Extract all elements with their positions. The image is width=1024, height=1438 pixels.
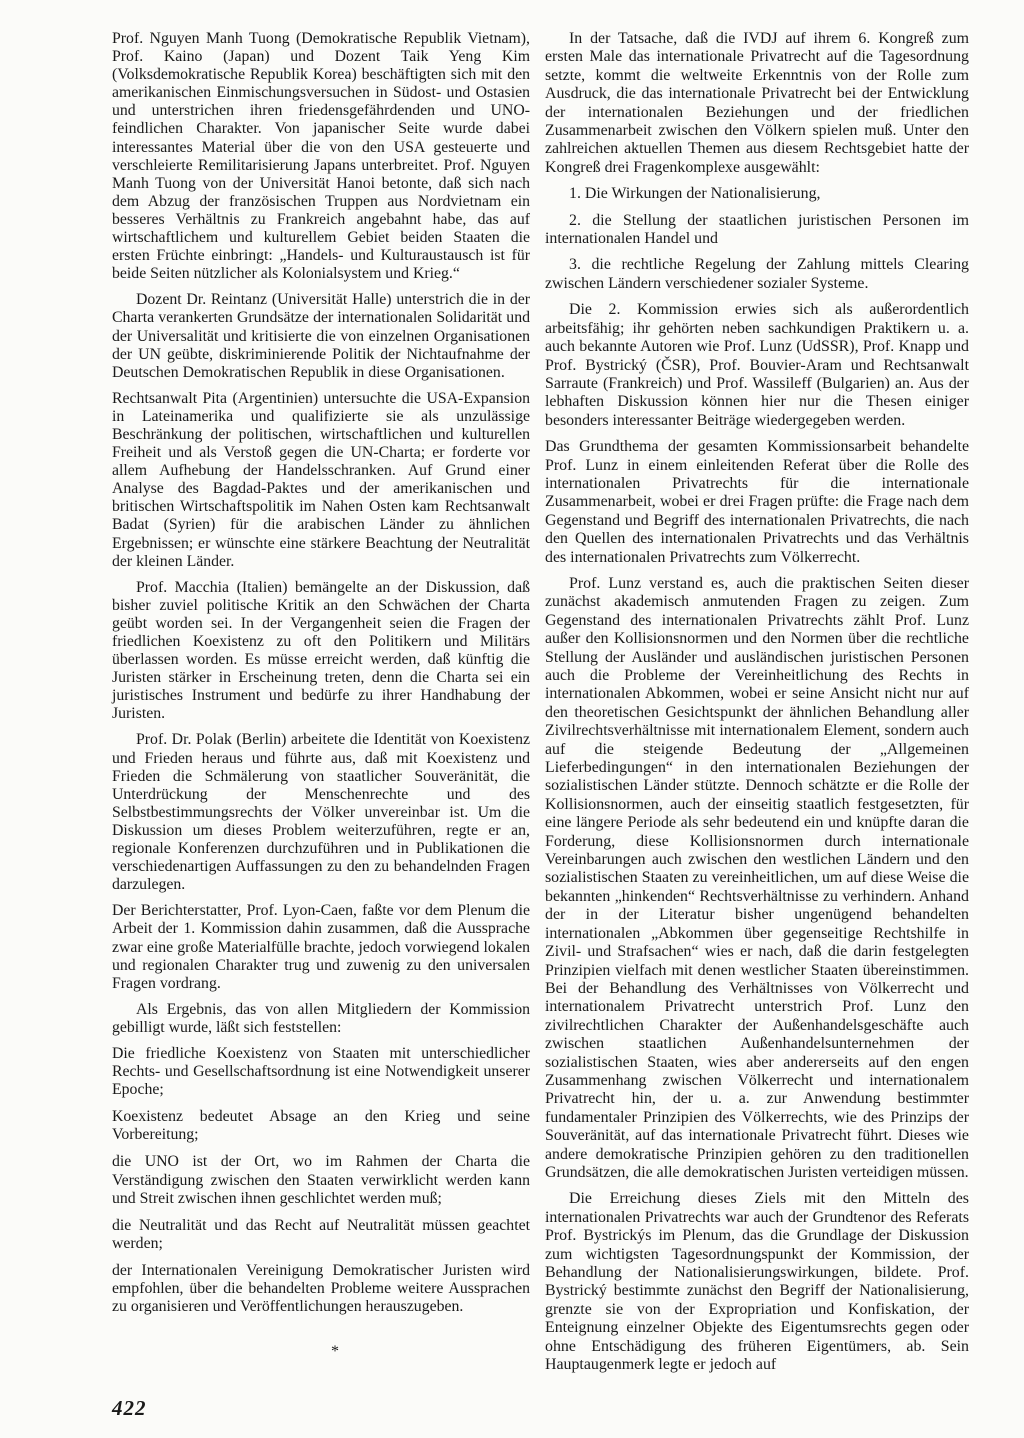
right-column (545, 30, 969, 1382)
resolution-item: Koexistenz bedeutet Absage an den Krieg und seine Vorbereitung; (112, 1108, 530, 1144)
page-number: 422 (112, 1396, 147, 1420)
paragraph: Prof. Dr. Polak (Berlin) arbeitete die Identität von Koexistenz und Frieden heraus und führte aus, daß mit Koexistenz und Frieden die Schmälerung von staatlicher Souveränität, die Unterdrückung der Menschenrechte und des Selbstbestimmungsrechts der Völker unvereinbar ist. Um die Diskussion um dieses Problem weiterzuführen, regte er an, regionale Konferenzen durchzuführen und in Publikationen die verschiedenartigen Auffassungen zu den zu behandelnden Fragen darzulegen. (112, 731, 530, 894)
resolution-item: der Internationalen Vereinigung Demokratischer Juristen wird empfohlen, über die behandelten Probleme weitere Aussprachen zu organisieren und Veröffentlichungen herauszugeben. (112, 1261, 530, 1316)
paragraph: Dozent Dr. Reintanz (Universität Halle) unterstrich die in der Charta verankerten Grundsätze der internationalen Solidarität und der Universalität und kritisierte die von einzelnen Organisationen der UN geübte, diskriminierende Politik der Nichtaufnahme der Deutschen Demokratischen Republik in diese Organisationen. (112, 291, 530, 381)
paragraph: Das Grundthema der gesamten Kommissionsarbeit behandelte Prof. Lunz in einem einleitenden Referat über die Rolle des internationalen Privatrechts für die internationale Zusammenarbeit, wobei er drei Fragen prüfte: die Frage nach dem Gegenstand und Begriff des internationalen Privatrechts, die nach den Quellen des internationalen Privatrechts und das Verhältnis des internationalen Privatrechts zum Völkerrecht. (545, 438, 969, 566)
paragraph: Als Ergebnis, das von allen Mitgliedern der Kommission gebilligt wurde, läßt sich feststellen: (112, 1000, 530, 1036)
resolution-item: die UNO ist der Ort, wo im Rahmen der Charta die Verständigung zwischen den Staaten verwirklicht werden kann und Streit zwischen ihnen geschlichtet werden muß; (112, 1153, 530, 1207)
paragraph: Prof. Macchia (Italien) bemängelte an der Diskussion, daß bisher zuviel politische Kritik an den Schwächen der Charta geübt worden sei. In der Vergangenheit seien die Fragen der friedlichen Koexistenz zu oft den Politikern und Militärs überlassen worden. Es müsse erreicht werden, daß künftig die Juristen stärker in Erscheinung treten, denn die Charta sei ein juristisches Instrument und bedürfe zu ihrer Handhabung der Juristen. (112, 578, 530, 723)
paragraph: Prof. Lunz verstand es, auch die praktischen Seiten dieser zunächst akademisch anmutenden Fragen zu zeigen. Zum Gegenstand des internationalen Privatrechts zählt Prof. Lunz außer den Kollisionsnormen und den Normen über die rechtliche Stellung der Ausländer und ausländischen juristischen Personen auch die Probleme der Vereinheitlichung des Rechts in internationalen Abkommen, wobei er seine Ansicht nicht nur auf den theoretischen Gesichtspunkt der ähnlichen Behandlung aller Zivilrechtsverhältnisse mit internationalem Element, sondern auch auf die steigende Bedeutung der „Allgemeinen Lieferbedingungen“ in den internationalen Beziehungen der sozialistischen Länder stützte. Dennoch schätzte er die Rolle der Kollisionsnormen, auch der einseitig staatlich festgesetzten, für eine längere Periode als sehr bedeutend ein und knüpfte daran die Forderung, diese Kollisionsnormen durch internationale Vereinbarungen auch zwischen den westlichen Ländern und den sozialistischen Staaten zu vereinheitlichen, um auf diese Weise die bekannten „hinkenden“ Rechtsverhältnisse zu verhindern. Anhand der in der Literatur bisher ungenügend behandelten internationalen „Abkommen über gegenseitige Rechtshilfe in Zivil- und Strafsachen“ wies er nach, daß die darin festgelegten Prinzipien vielfach mit denen westlicher Staaten übereinstimmen. Bei der Behandlung des Verhältnisses von Völkerrecht und internationalem Privatrecht unterstrich Prof. Lunz den zivilrechtlichen Charakter der Außenhandelsgeschäfte auch zwischen staatlichen Außenhandelsunternehmen der sozialistischen Staaten, wies aber andererseits auf den engen Zusammenhang zwischen Völkerrecht und internationalem Privatrecht hin, der u. a. zur Anwendung bestimmter fundamentaler Prinzipien des Völkerrechts, wie des Prinzips der Souveränität, auf das internationale Privatrecht führt. Dieses wie andere demokratische Prinzipien gehören zu den traditionellen Grundsätzen, die alle demokratischen Juristen verteidigen müssen. (545, 574, 969, 1181)
list-item: 1. Die Wirkungen der Nationalisierung, (569, 185, 821, 203)
paragraph: In der Tatsache, daß die IVDJ auf ihrem 6. Kongreß zum ersten Male das internationale Privatrecht auf die Tagesordnung setzte, kommt die weltweite Erkenntnis von der Rolle zum Ausdruck, die das internationale Privatrecht bei der Entwicklung der internationalen Beziehungen und der friedlichen Zusammenarbeit zwischen den Völkern spielen muß. Unter den zahlreichen aktuellen Themen aus diesem Rechtsgebiet hatte der Kongreß drei Fragenkomplexe ausgewählt: (545, 30, 969, 176)
left-column (112, 30, 530, 1325)
paragraph: Rechtsanwalt Pita (Argentinien) untersuchte die USA-Expansion in Lateinamerika und qualifizierte sie als unzulässige Beschränkung der politischen, wirtschaftlichen und kulturellen Freiheit und als Verstoß gegen die UN-Charta; er forderte vor allem Aufhebung der Handelsschranken. Auf Grund einer Analyse des Bagdad-Paktes und der amerikanischen und britischen Wirtschaftspolitik im Nahen Osten kam Rechtsanwalt Badat (Syrien) für die arabischen Länder zu ähnlichen Ergebnissen; er wünschte eine stärkere Beachtung der Neutralität der kleinen Länder. (112, 389, 530, 570)
list-item: 2. die Stellung der staatlichen juristischen Personen im internationalen Handel und (545, 211, 969, 248)
section-separator: * (331, 1343, 339, 1360)
paragraph: Die Erreichung dieses Ziels mit den Mitteln des internationalen Privatrechts war auch der Grundtenor des Referats Prof. Bystrickýs im Plenum, das die Grundlage der Diskussion zum wichtigsten Tagesordnungspunkt der Kommission, der Behandlung der Nationalisierungswirkungen, bildete. Prof. Bystrický bestimmte zunächst den Begriff der Nationalisierung, grenzte sie von der Expropriation und Konfiskation, der Enteignung einzelner Objekte des Eigentumsrechts gegen oder ohne Entschädigung des früheren Eigentümers, ab. Sein Hauptaugenmerk legte er jedoch auf (545, 1190, 969, 1374)
paragraph: Die 2. Kommission erwies sich als außerordentlich arbeitsfähig; ihr gehörten neben sachkundigen Praktikern u. a. auch bekannte Autoren wie Prof. Lunz (UdSSR), Prof. Knapp und Prof. Bystrický (ČSR), Prof. Bouvier-Aram und Rechtsanwalt Sarraute (Frankreich) und Prof. Wassileff (Bulgarien) an. Aus der lebhaften Diskussion können hier nur die Thesen einiger besonders interessanter Beiträge wiedergegeben werden. (545, 301, 969, 429)
resolution-item: Die friedliche Koexistenz von Staaten mit unterschiedlicher Rechts- und Gesellschaftsordnung ist eine Notwendigkeit unserer Epoche; (112, 1044, 530, 1099)
paragraph: Prof. Nguyen Manh Tuong (Demokratische Republik Vietnam), Prof. Kaino (Japan) und Dozent Taik Yeng Kim (Volksdemokratische Republik Korea) beschäftigten sich mit den amerikanischen Einmischungsversuchen in Südost- und Ostasien und unterstrichen ihren friedensgefährdenden und UNO-feindlichen Charakter. Von japanischer Seite wurde dabei interessantes Material über die von den USA gesteuerte und verschleierte Remilitarisierung Japans unterbreitet. Prof. Nguyen Manh Tuong von der Universität Hanoi betonte, daß sich nach dem Abzug der französischen Truppen aus Nordvietnam ein besseres Verhältnis zu Frankreich angebahnt habe, das auf wirtschaftlichem und kulturellem Gebiet beiden Staaten die ersten Früchte einbringt: „Handels- und Kulturaustausch ist für beide Seiten nützlicher als Kolonialsystem und Krieg.“ (112, 30, 530, 283)
paragraph: Der Berichterstatter, Prof. Lyon-Caen, faßte vor dem Plenum die Arbeit der 1. Kommission dahin zusammen, daß die Aussprache zwar eine große Materialfülle brachte, jedoch vorwiegend lokalen und regionalen Charakter trug und zuwenig zu den universalen Fragen vordrang. (112, 902, 530, 992)
list-item: 3. die rechtliche Regelung der Zahlung mittels Clearing zwischen Ländern verschiedener sozialer Systeme. (545, 256, 969, 292)
resolution-item: die Neutralität und das Recht auf Neutralität müssen geachtet werden; (112, 1216, 530, 1252)
